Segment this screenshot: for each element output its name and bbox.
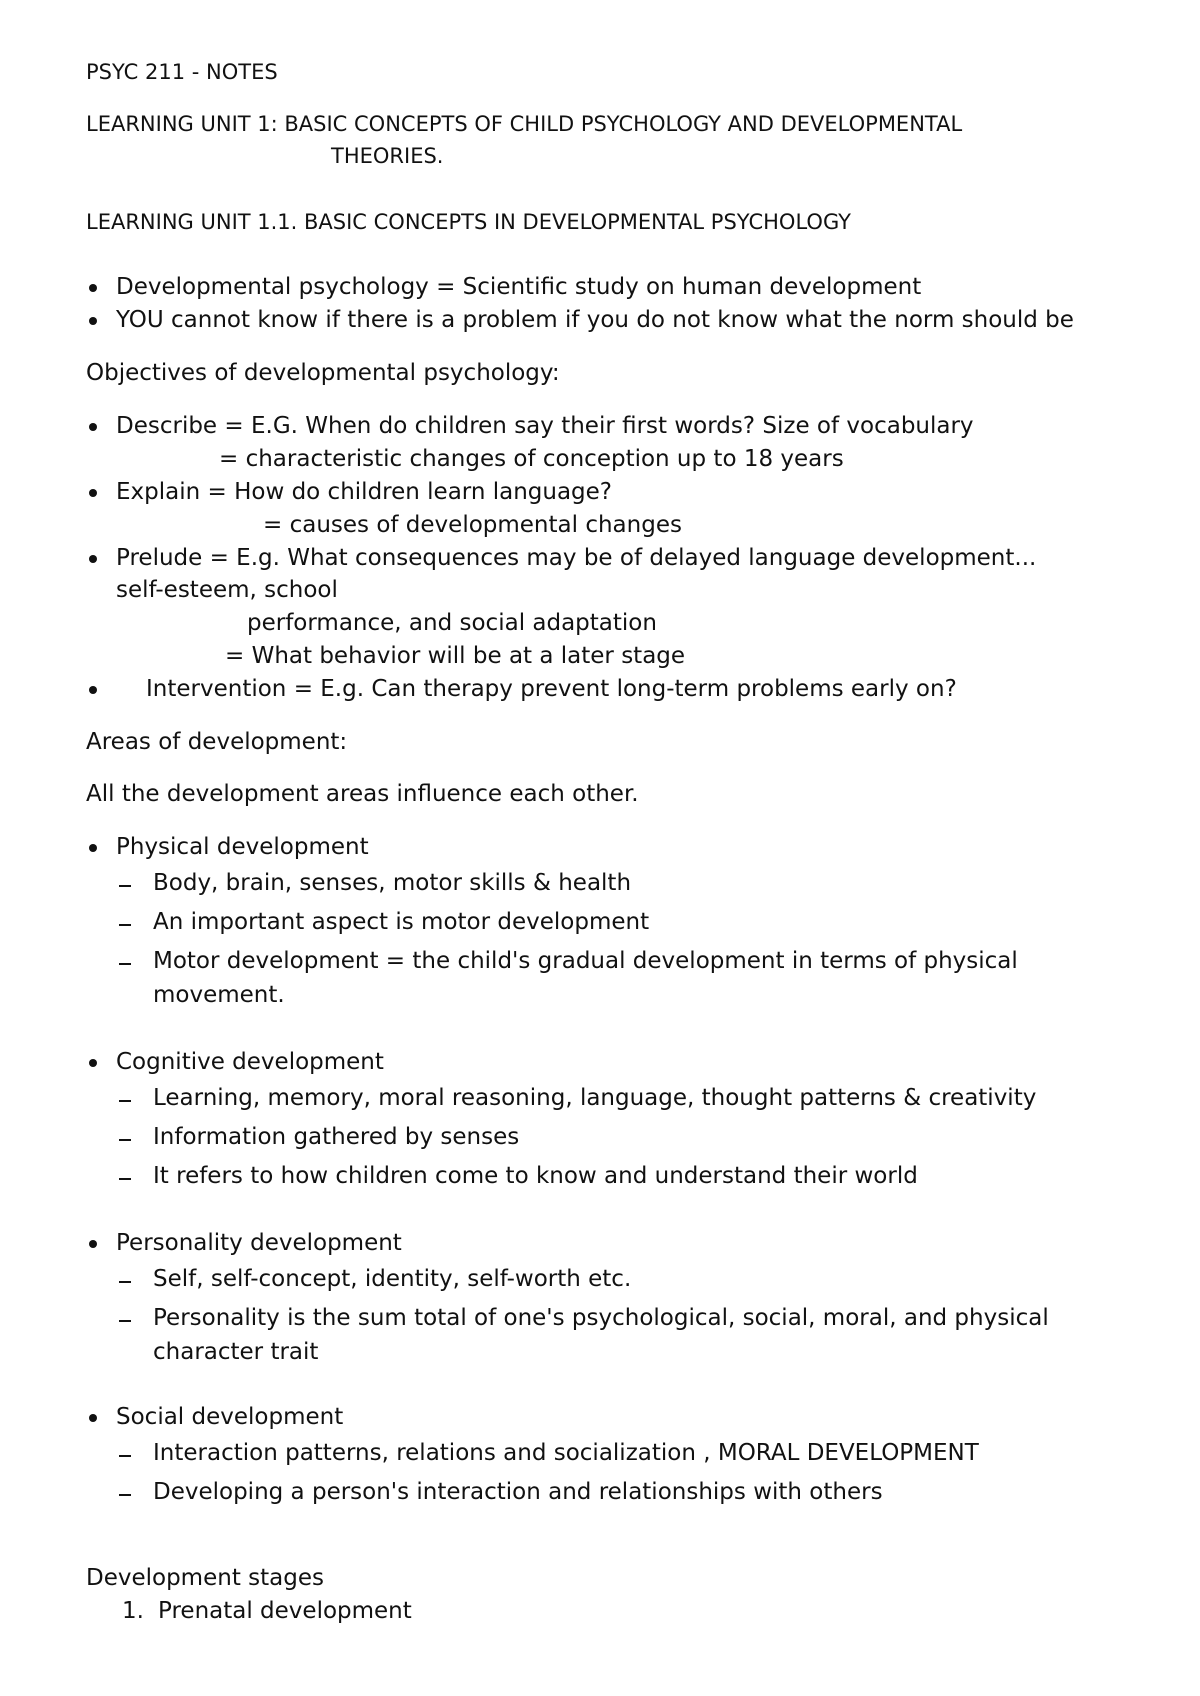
- objective-explain: Explain = How do children learn language?: [116, 479, 613, 505]
- area-cognitive-title: Cognitive development: [116, 1049, 384, 1075]
- stages-heading: Development stages: [86, 1565, 324, 1591]
- area-cognitive-item: Learning, memory, moral reasoning, language, thought patterns & creativity: [153, 1085, 1037, 1111]
- unit-1-heading-line-2: THEORIES.: [331, 144, 444, 168]
- dash-icon: [119, 1100, 131, 1102]
- dash-icon: [119, 924, 131, 926]
- document-title: PSYC 211 - NOTES: [86, 60, 278, 84]
- area-social-item: Developing a person's interaction and relationships with others: [153, 1479, 883, 1505]
- area-physical-item: Body, brain, senses, motor skills & health: [153, 870, 632, 896]
- objective-describe-detail: = characteristic changes of conception up to 18 years: [219, 446, 844, 472]
- bullet-icon: [89, 317, 97, 325]
- stage-number: 1.: [122, 1598, 144, 1624]
- area-physical-item: Motor development = the child's gradual development in terms of physical: [153, 948, 1018, 974]
- objective-prelude-detail: = What behavior will be at a later stage: [225, 643, 686, 669]
- area-physical-item: An important aspect is motor development: [153, 909, 650, 935]
- area-cognitive-item: It refers to how children come to know and understand their world: [153, 1163, 918, 1189]
- area-cognitive-item: Information gathered by senses: [153, 1124, 520, 1150]
- unit-1-1-heading: LEARNING UNIT 1.1. BASIC CONCEPTS IN DEVELOPMENTAL PSYCHOLOGY: [86, 210, 851, 234]
- stage-label: Prenatal development: [158, 1598, 412, 1624]
- area-personality-item: Self, self-concept, identity, self-worth etc.: [153, 1266, 632, 1292]
- dash-icon: [119, 1178, 131, 1180]
- bullet-icon: [89, 844, 97, 852]
- objectives-heading: Objectives of developmental psychology:: [86, 360, 560, 386]
- dash-icon: [119, 885, 131, 887]
- areas-note: All the development areas influence each other.: [86, 781, 639, 807]
- bullet-icon: [89, 686, 97, 694]
- bullet-icon: [89, 1059, 97, 1067]
- area-social-title: Social development: [116, 1404, 344, 1430]
- objective-describe: Describe = E.G. When do children say their first words? Size of vocabulary: [116, 413, 974, 439]
- bullet-icon: [89, 1414, 97, 1422]
- bullet-icon: [89, 489, 97, 497]
- bullet-icon: [89, 1240, 97, 1248]
- dash-icon: [119, 1320, 131, 1322]
- bullet-icon: [89, 423, 97, 431]
- objective-prelude-cont: self-esteem, school: [116, 577, 338, 603]
- objective-prelude: Prelude = E.g. What consequences may be of delayed language development...: [116, 545, 1037, 571]
- dash-icon: [119, 1494, 131, 1496]
- objective-explain-detail: = causes of developmental changes: [263, 512, 682, 538]
- area-personality-title: Personality development: [116, 1230, 402, 1256]
- areas-heading: Areas of development:: [86, 729, 348, 755]
- area-physical-title: Physical development: [116, 834, 369, 860]
- intro-bullet-norm: YOU cannot know if there is a problem if you do not know what the norm should be: [116, 307, 1074, 333]
- area-physical-item-cont: movement.: [153, 982, 285, 1008]
- objective-prelude-cont: performance, and social adaptation: [247, 610, 657, 636]
- area-personality-item: Personality is the sum total of one's psychological, social, moral, and physical: [153, 1305, 1049, 1331]
- unit-1-heading-line-1: LEARNING UNIT 1: BASIC CONCEPTS OF CHILD PSYCHOLOGY AND DEVELOPMENTAL: [86, 112, 963, 136]
- area-personality-item-cont: character trait: [153, 1339, 319, 1365]
- dash-icon: [119, 1455, 131, 1457]
- bullet-icon: [89, 284, 97, 292]
- objective-intervention: Intervention = E.g. Can therapy prevent long-term problems early on?: [146, 676, 957, 702]
- dash-icon: [119, 1281, 131, 1283]
- area-social-item: Interaction patterns, relations and socialization , MORAL DEVELOPMENT: [153, 1440, 979, 1466]
- intro-bullet-definition: Developmental psychology = Scientific study on human development: [116, 274, 922, 300]
- bullet-icon: [89, 555, 97, 563]
- dash-icon: [119, 1139, 131, 1141]
- dash-icon: [119, 963, 131, 965]
